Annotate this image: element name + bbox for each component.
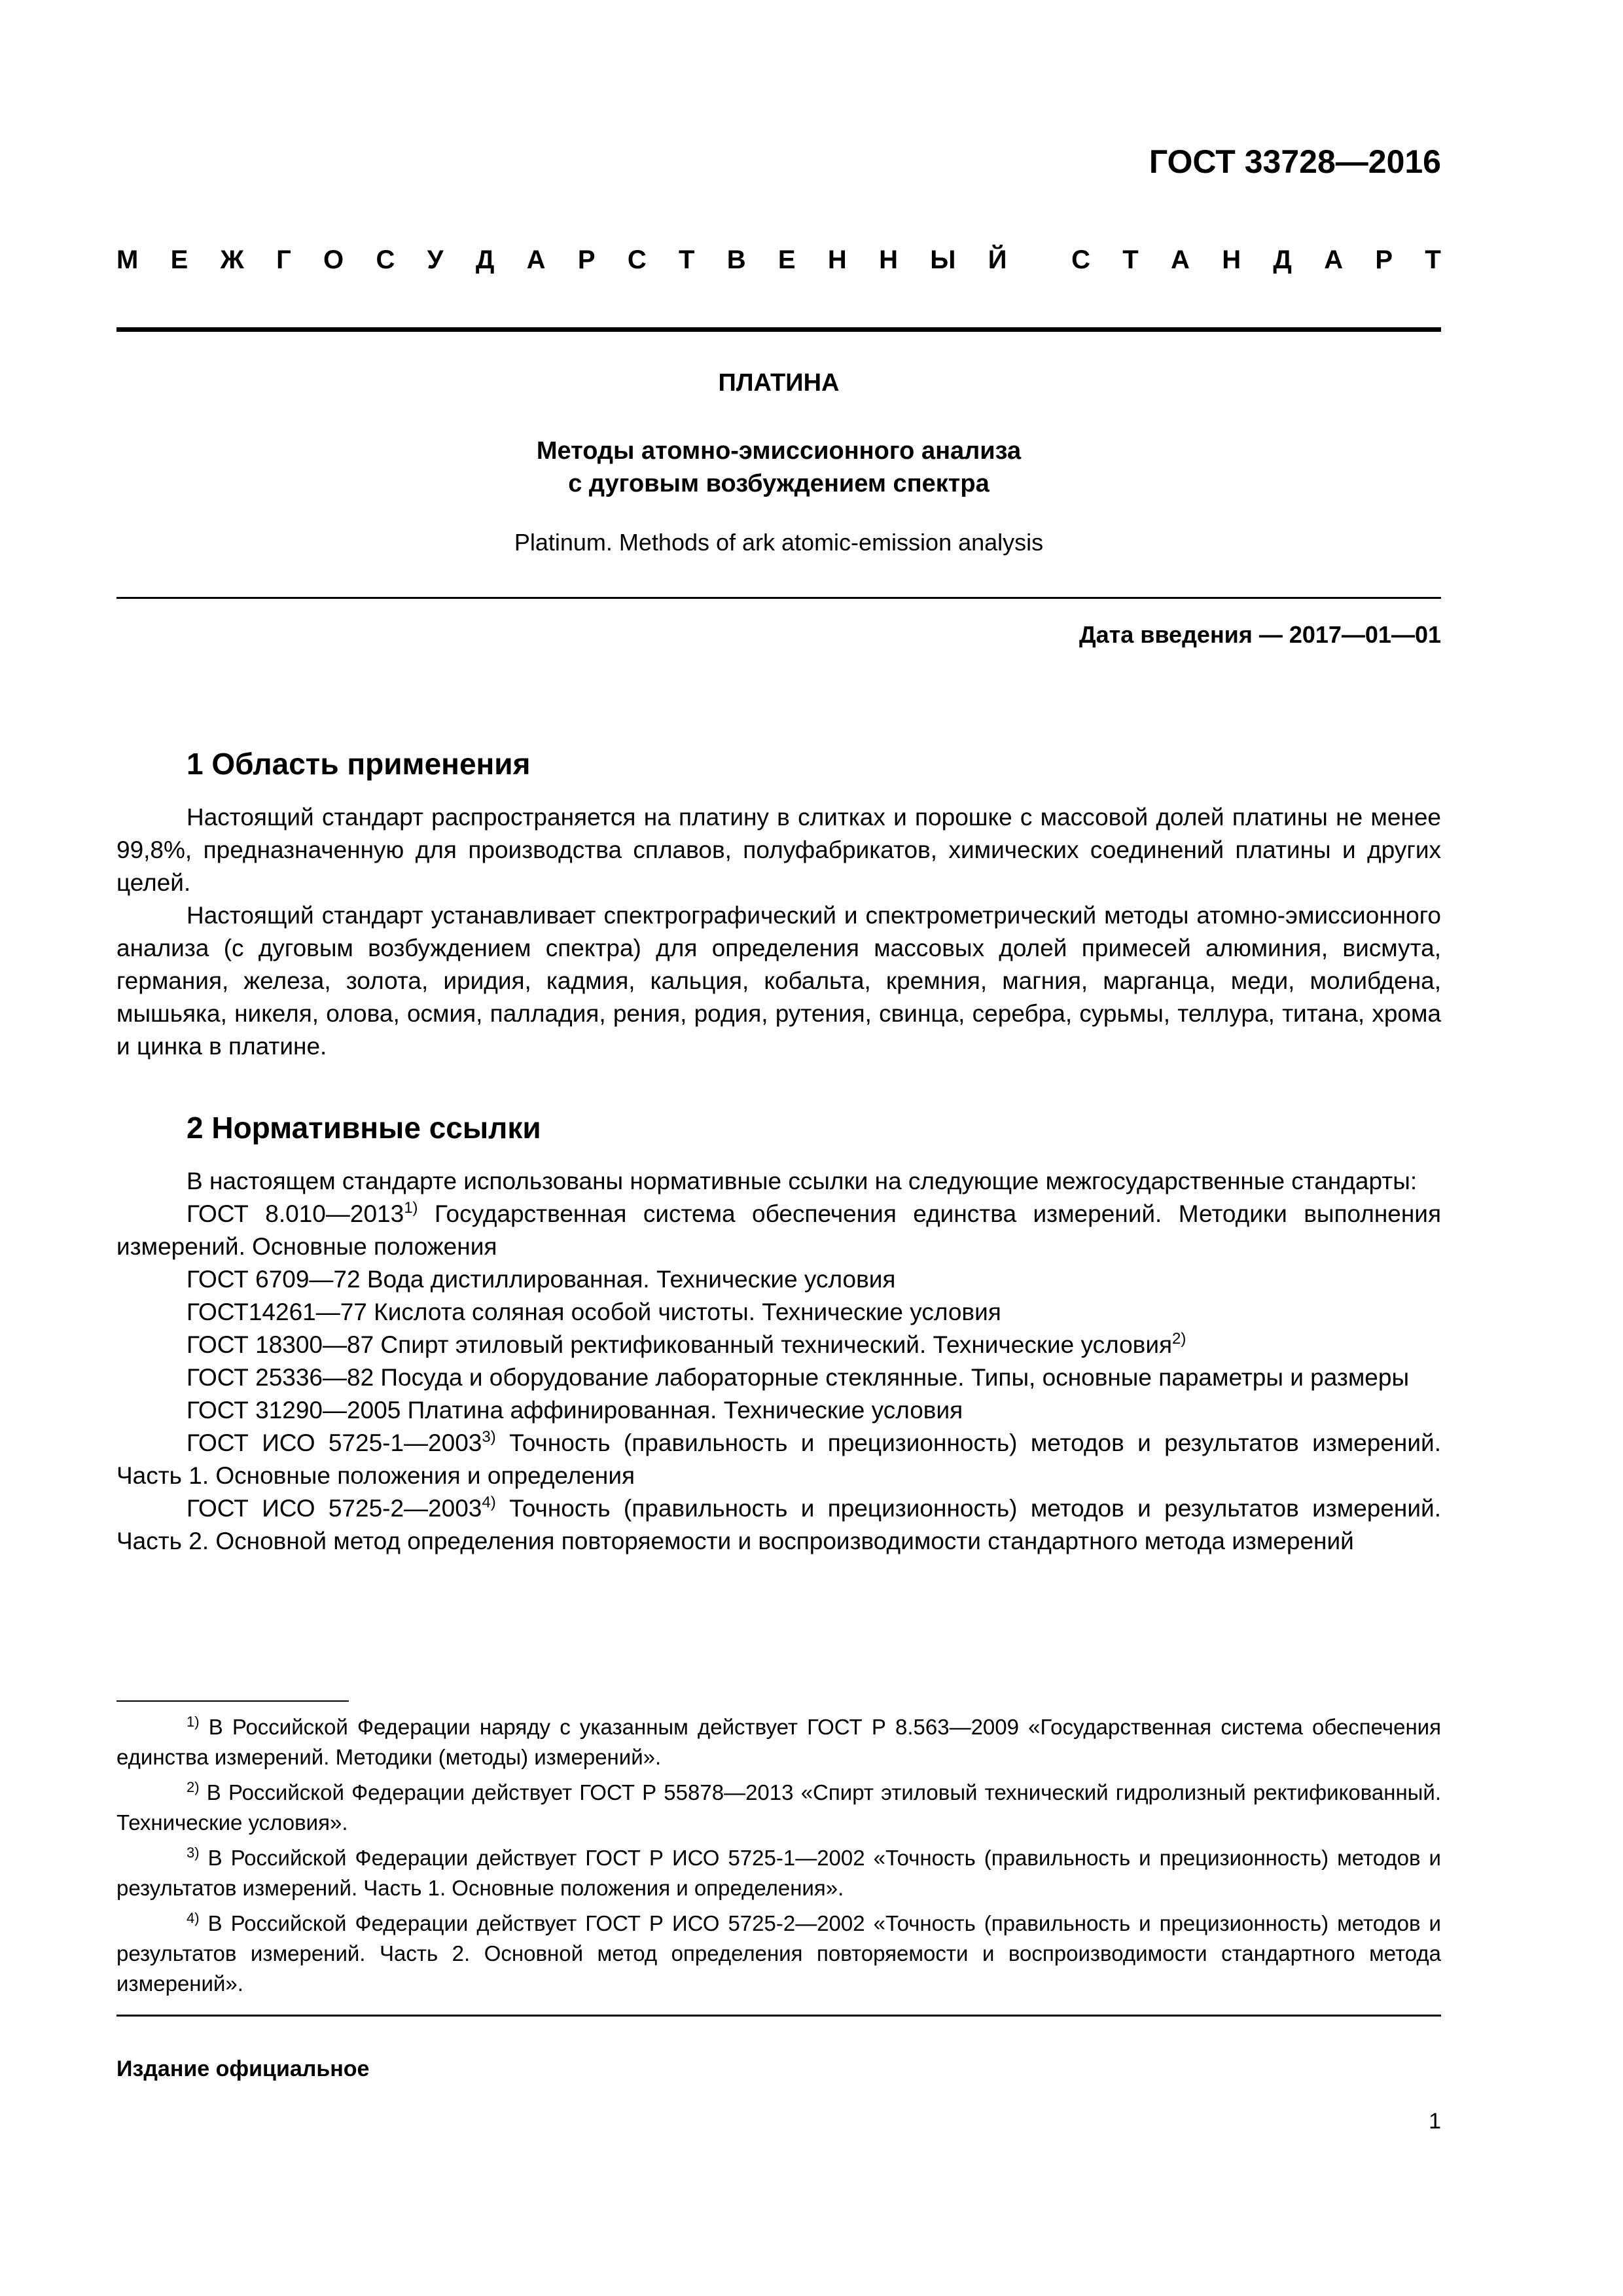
reference-item [116,1361,1441,1394]
reference-code: ГОСТ ИСО 5725-1—2003 [187,1429,482,1456]
reference-title: Спирт этиловый ректификованный технический. Технические условия [374,1331,1173,1358]
footnote-mark: 4) [187,1910,200,1926]
section-references-body [116,1165,1441,1558]
standard-type-letter: Е [170,245,188,274]
footnote-separator [116,1700,349,1702]
footnote [116,1843,1441,1903]
paragraph: Настоящий стандарт устанавливает спектрографический и спектрометрический методы атомно-эмиссионного анализа (с дуговым возбуждением спектра) для определения массовых долей примесей алюминия, висмута, германия, железа, золота, иридия, кадмия, кальция, кобальта, кремния, магния, марганца, меди, молибдена, мышьяка, никеля, олова, осмия, палладия, рения, родия, рутения, свинца, серебра, сурьмы, теллура, титана, хрома и цинка в платине. [116,902,1441,1060]
introduction-date: Дата введения — 2017—01—01 [1079,621,1441,648]
reference-title: Точность (правильность и прецизионность) методов и результатов измерений. Часть 1. Основные положения и определения [116,1429,1441,1489]
footnote [116,1712,1441,1772]
standard-type-letter: С [1071,245,1090,274]
footnote [116,1909,1441,1999]
footnote-mark: 3) [187,1844,200,1861]
standard-type-letter: М [116,245,139,274]
reference-code: ГОСТ 8.010—2013 [187,1200,404,1227]
subtitle-line: Методы атомно-эмиссионного анализа [536,437,1022,465]
standard-type-letter: Ж [220,245,244,274]
standard-type-letter: Н [879,245,898,274]
reference-code: ГОСТ 6709—72 [187,1266,361,1293]
page-number: 1 [1429,2109,1441,2134]
reference-item [116,1492,1441,1558]
standard-type-letter: А [1171,245,1190,274]
footnote-mark: 3) [482,1428,496,1446]
standard-type-letter: Т [679,245,695,274]
footnote-mark: 2) [187,1779,200,1795]
footnote-text: В Российской Федерации действует ГОСТ Р ИСО 5725-2—2002 «Точность (правильность и прецизионность) методов и результатов измерений. Часть 2. Основной метод определения повторяемости и воспроизводимости стандартного метода измерений». [116,1911,1441,1996]
standard-type-letter: С [627,245,647,274]
standard-type-letter: Ы [930,245,956,274]
reference-item [116,1394,1441,1427]
standard-type-letter: О [323,245,344,274]
standard-type-letter: Р [577,245,596,274]
reference-title: Точность (правильность и прецизионность) методов и результатов измерений. Часть 2. Основной метод определения повторяемости и воспроизводимости стандартного метода измерений [116,1495,1441,1554]
footnotes [116,1712,1441,2004]
standard-type-letter: Е [777,245,796,274]
standard-type-letter: Г [276,245,291,274]
standard-type-letter: Н [1222,245,1241,274]
subtitle-line: с дуговым возбуждением спектра [568,470,990,497]
footnote [116,1778,1441,1838]
reference-code: ГОСТ 31290—2005 [187,1397,401,1424]
paragraph: Настоящий стандарт распространяется на платину в слитках и порошке с массовой долей платины не менее 99,8%, предназначенную для производства сплавов, полуфабрикатов, химических соединений платины и других целей. [116,804,1441,896]
reference-code: ГОСТ ИСО 5725-2—2003 [187,1495,482,1522]
reference-title: Платина аффинированная. Технические условия [401,1397,963,1424]
footnote-text: В Российской Федерации действует ГОСТ Р 55878—2013 «Спирт этиловый технический гидролизный ректификованный. Технические условия». [116,1780,1441,1835]
reference-item [116,1427,1441,1492]
standard-type-heading [116,245,1441,275]
reference-code: ГОСТ 18300—87 [187,1331,374,1358]
standard-type-letter: Т [1122,245,1139,274]
footnote-text: В Российской Федерации действует ГОСТ Р ИСО 5725-1—2002 «Точность (правильность и прецизионность) методов и результатов измерений. Часть 1. Основные положения и определения». [116,1846,1441,1900]
footnote-mark: 1) [404,1199,418,1217]
standard-type-letter: А [526,245,546,274]
reference-title: Посуда и оборудование лабораторные стеклянные. Типы, основные параметры и размеры [374,1364,1410,1391]
standard-type-letter: Д [1273,245,1292,274]
standard-type-letter: Н [827,245,847,274]
section-heading-scope: 1 Область применения [187,747,531,781]
standard-type-letter: В [726,245,746,274]
footnote-text: В Российской Федерации наряду с указанным действует ГОСТ Р 8.563—2009 «Государственная система обеспечения единства измерений. Методики (методы) измерений». [116,1715,1441,1769]
reference-code: ГОСТ 25336—82 [187,1364,374,1391]
standard-type-letter: У [427,245,444,274]
edition-label: Издание официальное [116,2056,370,2081]
footer-divider [116,2015,1441,2017]
reference-item [116,1263,1441,1296]
english-title: Platinum. Methods of ark atomic-emission analysis [514,529,1044,556]
standard-type-letter: Р [1375,245,1393,274]
standard-type-letter: Т [1425,245,1441,274]
reference-item [116,1198,1441,1263]
reference-item [116,1296,1441,1329]
standard-type-letter: А [1324,245,1344,274]
reference-item [116,1329,1441,1361]
document-code: ГОСТ 33728—2016 [1149,143,1441,180]
footnote-mark: 4) [482,1494,496,1511]
section-heading-references: 2 Нормативные ссылки [187,1111,541,1145]
reference-title: Кислота соляная особой чистоты. Технические условия [366,1299,1001,1325]
document-subtitle [116,435,1441,500]
paragraph: В настоящем стандарте использованы нормативные ссылки на следующие межгосударственные стандарты: [187,1168,1418,1194]
reference-title: Государственная система обеспечения единства измерений. Методики выполнения измерений. Основные положения [116,1200,1442,1260]
reference-title: Вода дистиллированная. Технические условия [360,1266,896,1293]
header-divider [116,327,1441,332]
standard-type-letter: Й [988,245,1007,274]
reference-code: ГОСТ14261—77 [187,1299,367,1325]
standard-type-letter: Д [475,245,495,274]
footnote-mark: 1) [187,1713,200,1730]
title-divider [116,597,1441,599]
footnote-mark: 2) [1172,1330,1186,1348]
section-scope-body [116,801,1441,1063]
standard-type-letter: С [376,245,395,274]
document-title: ПЛАТИНА [718,369,840,397]
